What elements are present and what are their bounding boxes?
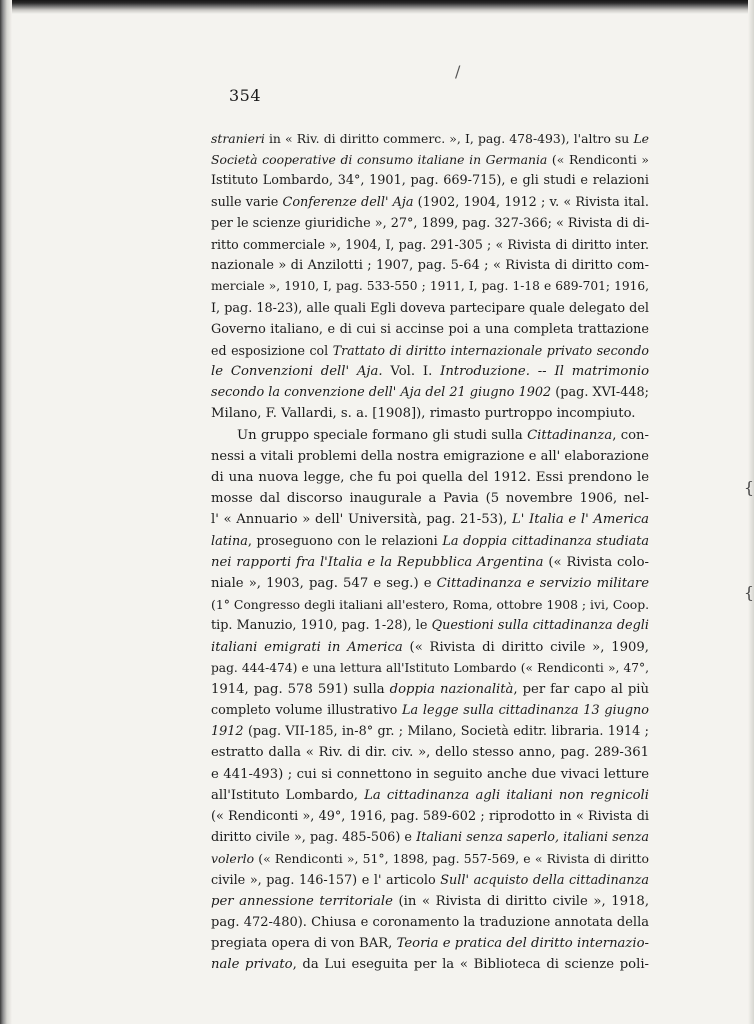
italic-title: Teoria e pratica del diritto internazio- [396, 936, 649, 952]
text-line [211, 573, 649, 594]
text-run: , con- [612, 427, 649, 443]
text-run: Istituto Lombardo, 34°, 1901, pag. 669-715), e gli studi e relazioni [211, 173, 649, 189]
text-run: , per far capo al più [513, 681, 649, 697]
text-run: diritto civile », pag. 485-506) e [211, 830, 417, 846]
italic-title: Le [633, 131, 649, 146]
text-line [211, 361, 649, 382]
italic-title: stranieri [211, 131, 265, 146]
text-line [211, 658, 649, 679]
text-run: , da Lui eseguita per la « Biblioteca di scienze poli- [292, 957, 649, 973]
text-run: merciale », 1910, I, pag. 533-550 ; 1911, I, pag. 1-18 e 689-701; 1916, [211, 279, 649, 294]
text-line [211, 933, 649, 954]
text-run: (1902, 1904, 1912 ; v. « Rivista ital. [413, 194, 649, 210]
text-line [211, 509, 649, 530]
text-run: (in « Rivista di diritto civile », 1918, [392, 893, 650, 909]
text-run: (« Rendiconti » [547, 152, 649, 168]
italic-title: L' Italia e l' America [512, 512, 649, 528]
text-run: ed esposizione col [211, 342, 333, 358]
text-run: Governo italiano, e di cui si accinse poi a una completa trattazione [211, 321, 649, 337]
italic-title: Questioni sulla cittadinanza degli [431, 618, 649, 634]
text-line [211, 128, 649, 149]
text-run: I, pag. 18-23), alle quali Egli doveva partecipare quale delegato del [211, 300, 649, 316]
text-run: completo volume illustrativo [211, 703, 403, 719]
text-run: (« Rendiconti », 49°, 1916, pag. 589-602 ; riprodotto in « Rivista di [211, 809, 649, 824]
text-line [211, 848, 649, 869]
text-line [211, 742, 649, 763]
text-line [211, 764, 649, 785]
italic-title: 1912 [211, 724, 244, 740]
italic-title: secondo la convenzione dell' Aja del 21 giugno 1902 [211, 385, 552, 401]
text-line [211, 912, 649, 933]
text-line [211, 298, 649, 319]
body-text [211, 128, 649, 976]
text-run: (1° Congresso degli italiani all'estero, Roma, ottobre 1908 ; ivi, Coop. [211, 597, 650, 613]
italic-title: nale privato [211, 957, 293, 973]
text-line [211, 276, 649, 297]
text-run: estratto dalla « Riv. di dir. civ. », dello stesso anno, pag. 289-361 [211, 745, 649, 761]
italic-title: Società cooperative di consumo italiane in Germania [211, 152, 548, 168]
text-run: -- [529, 364, 555, 380]
text-run: pag. 472-480). Chiusa e coronamento la traduzione annotata della [211, 914, 649, 930]
italic-title: italiani emigrati in America [211, 639, 403, 655]
text-line [211, 467, 649, 488]
text-line [211, 488, 649, 509]
text-run: mosse dal discorso inaugurale a Pavia (5 novembre 1906, nel- [211, 491, 649, 507]
text-line [211, 192, 649, 213]
italic-title: volerlo [211, 851, 255, 867]
italic-title: le Convenzioni dell' Aja. [211, 364, 383, 380]
text-line [211, 446, 649, 467]
text-line [211, 785, 649, 806]
text-run: l' « Annuario » dell' Università, pag. 21-53), [211, 512, 512, 528]
scan-margin-mark: { [743, 478, 754, 497]
text-run: pag. 444-474) e una lettura all'Istituto Lombardo (« Rendiconti », 47°, [211, 660, 649, 675]
italic-title: Conferenze dell' Aja [282, 194, 414, 210]
text-line [211, 891, 649, 912]
italic-title: latina [211, 533, 248, 549]
text-line [211, 403, 649, 424]
italic-title: La legge sulla cittadinanza 13 giugno [402, 703, 649, 719]
italic-title: La cittadinanza agli italiani non regnicoli [364, 787, 649, 803]
italic-title: La doppia cittadinanza studiata [442, 533, 649, 549]
text-line [211, 679, 649, 700]
text-run: Vol. I. [382, 364, 441, 380]
text-run: (« Rivista di diritto civile », 1909, [402, 639, 649, 655]
italic-title: doppia nazionalità [389, 681, 514, 697]
text-run: e 441-493) ; cui si connettono in seguito anche due vivaci letture [211, 766, 649, 782]
text-line [211, 594, 649, 615]
italic-title: Sull' acquisto della cittadinanza [440, 872, 649, 888]
text-run: (« Rivista colo- [543, 554, 649, 570]
text-run: pregiata opera di von BAR, [211, 936, 397, 952]
italic-title: Cittadinanza [527, 427, 613, 443]
scan-margin-mark: { [743, 583, 754, 602]
text-line [211, 531, 649, 552]
text-run: ritto commerciale », 1904, I, pag. 291-305 ; « Rivista di diritto inter. [211, 236, 649, 252]
text-run: per le scienze giuridiche », 27°, 1899, pag. 327-366; « Rivista di di- [211, 215, 650, 231]
text-line [211, 827, 649, 848]
text-line [211, 340, 649, 361]
text-run: Milano, F. Vallardi, s. a. [1908]), rimasto purtroppo incompiuto. [211, 406, 636, 422]
text-line [211, 954, 649, 975]
text-run: niale », 1903, pag. 547 e seg.) e [211, 575, 437, 591]
text-run: , proseguono con le relazioni [247, 533, 443, 549]
text-run: sulle varie [211, 194, 283, 210]
text-line [211, 721, 649, 742]
text-run: (« Rendiconti », 51°, 1898, pag. 557-569, e « Rivista di diritto [254, 851, 649, 867]
italic-title: Cittadinanza e servizio militare [436, 575, 649, 591]
text-line [211, 319, 649, 340]
italic-title: nei rapporti fra l'Italia e la Repubblica Argentina [211, 554, 544, 570]
text-line [211, 213, 649, 234]
text-line [211, 170, 649, 191]
text-run: tip. Manuzio, 1910, pag. 1-28), le [211, 618, 432, 634]
scan-shadow-left [0, 0, 12, 1024]
italic-title: Il matrimonio [554, 364, 650, 380]
scan-shadow-top [0, 0, 754, 14]
text-line [211, 806, 649, 827]
pen-mark: / [455, 62, 461, 81]
text-line [211, 149, 649, 170]
italic-title: Trattato di diritto internazionale privato secondo [332, 342, 650, 358]
text-run: nazionale » di Anzilotti ; 1907, pag. 5-64 ; « Rivista di diritto com- [211, 258, 649, 274]
page-number: 354 [229, 86, 262, 105]
italic-title: Italiani senza saperlo, italiani senza [416, 830, 650, 846]
italic-title: per annessione territoriale [211, 893, 393, 909]
text-run: (pag. VII-185, in-8° gr. ; Milano, Società editr. libraria. 1914 ; [243, 724, 649, 740]
text-run: Un gruppo speciale formano gli studi sulla [237, 427, 528, 443]
text-run: civile », pag. 146-157) e l' articolo [211, 872, 441, 888]
text-run: all'Istituto Lombardo, [211, 787, 365, 803]
scan-shadow-right [748, 0, 754, 1024]
text-line [211, 637, 649, 658]
text-line [211, 234, 649, 255]
text-line [211, 615, 649, 636]
text-line [211, 255, 649, 276]
text-line [211, 382, 649, 403]
text-run: 1914, pag. 578 591) sulla [211, 681, 390, 697]
text-line [211, 552, 649, 573]
text-run: nessi a vitali problemi della nostra emigrazione e all' elaborazione [211, 448, 649, 464]
italic-title: Introduzione. [440, 364, 530, 380]
text-line [211, 700, 649, 721]
text-run: di una nuova legge, che fu poi quella del 1912. Essi prendono le [211, 470, 649, 485]
text-line [211, 425, 649, 446]
text-run: (pag. XVI-448; [551, 385, 649, 401]
text-line [211, 870, 649, 891]
text-run: in « Riv. di diritto commerc. », I, pag. 478-493), l'altro su [264, 131, 634, 146]
